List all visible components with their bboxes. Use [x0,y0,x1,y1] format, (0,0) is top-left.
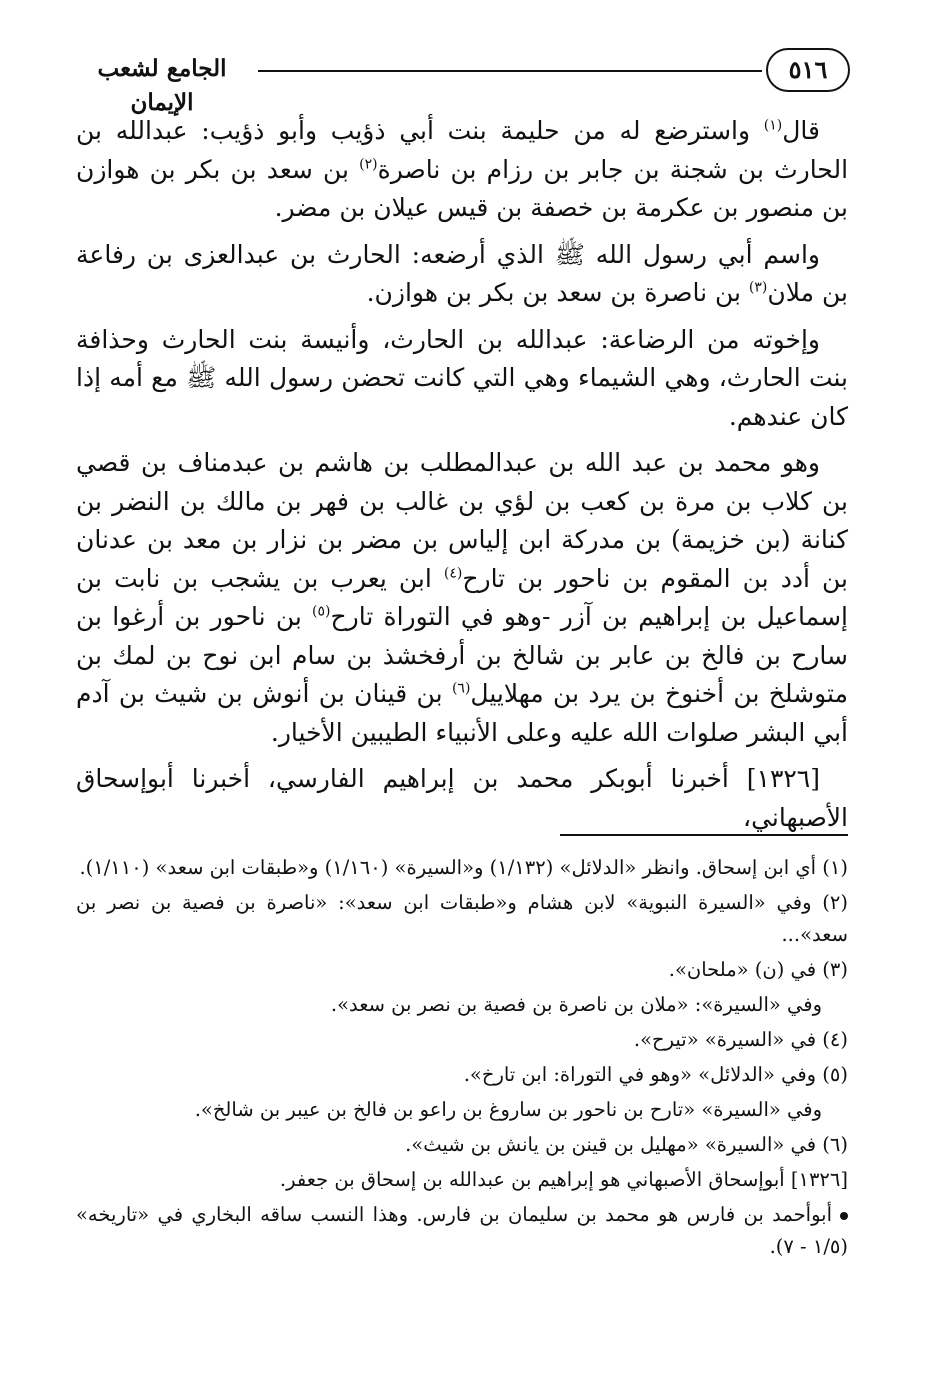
text-run: واسم أبي رسول الله ﷺ الذي أرضعه: الحارث بن عبدالعزى بن رفاعة بن ملان [76,239,848,307]
footnote-3-continued: وفي «السيرة»: «ملان بن ناصرة بن فصية بن نصر بن سعد». [330,993,822,1016]
page-header [70,44,850,116]
footnote-1: (١) أي ابن إسحاق. وانظر «الدلائل» (١/١٣٢) و«السيرة» (١/١٦٠) و«طبقات ابن سعد» (١/١١٠). [79,856,848,879]
text-run: ابن يعرب بن يشجب بن نابت بن إسماعيل بن إبراهيم بن آزر -وهو في التوراة تارح [76,563,849,631]
header-rule [258,70,762,72]
paragraph-3: وإخوته من الرضاعة: عبدالله بن الحارث، وأنيسة بنت الحارث وحذافة بنت الحارث، وهي الشيماء وهي التي كانت تحضن رسول الله ﷺ مع أمه إذا كان عندهم. [76,324,848,431]
text-run: بن قينان بن أنوش بن شيث بن آدم أبي البشر صلوات الله عليه وعلى الأنبياء الطيبين الأخيار. [76,679,848,747]
footnote-ref: (٤) [443,565,463,582]
footnote-4: (٤) في «السيرة» «تيرح». [633,1028,848,1051]
text-run: بن ناحور بن أرغوا بن سارح بن فالخ بن عابر بن شالخ بن أرفخشذ بن سام ابن نوح بن لمك بن متوشلخ بن أخنوخ بن يرد بن مهلاييل [76,602,848,708]
text-run: بن سعد بن بكر بن هوازن بن منصور بن عكرمة بن خصفة بن قيس عيلان بن مضر. [76,154,848,222]
footnote-ref: (٥) [312,603,331,620]
bullet-icon [840,1212,848,1220]
footnote-ref: (٢) [359,156,378,173]
running-title: الجامع لشعب الإيمان [97,55,227,116]
footnote-ref: (٦) [451,680,471,697]
footnote-6: (٦) في «السيرة» «مهليل بن قينن بن يانش بن شيث». [405,1133,848,1156]
footnote-5: (٥) وفي «الدلائل» «وهو في التوراة: ابن تارخ». [463,1063,848,1086]
paragraph-1 [76,112,848,228]
footnote-1326: [١٣٢٦] أبوإسحاق الأصبهاني هو إبراهيم بن عبدالله بن إسحاق بن جعفر. [279,1168,848,1191]
footnote-ref: (١) [763,117,783,134]
footnote-ref: (٣) [748,279,768,296]
footnote-separator [560,834,848,836]
footnotes [76,852,848,1266]
text-run: بن ناصرة بن سعد بن بكر بن هوازن. [366,278,749,307]
text-run: قال [782,116,820,145]
main-text [76,112,848,837]
page-number: ٥١٦ [766,48,850,92]
text-run: أبوأحمد بن فارس هو محمد بن سليمان بن فارس. وهذا النسب ساقه البخاري في «تاريخه» (١/٥ - ٧). [76,1203,848,1258]
footnote-bullet-note [76,1199,848,1263]
footnote-3: (٣) في (ن) «ملحان». [668,958,848,981]
text-run: وهو محمد بن عبد الله بن عبدالمطلب بن هاشم بن عبدمناف بن قصي بن كلاب بن مرة بن كعب بن لؤي بن غالب بن فهر بن مالك بن النضر بن كنانة (بن خزيمة) بن مدركة ابن إلياس بن مضر بن نزار بن معد بن عدنان بن أدد بن المقوم بن ناحور بن تارح [76,448,848,593]
paragraph-5: [١٣٢٦] أخبرنا أبوبكر محمد بن إبراهيم الفارسي، أخبرنا أبوإسحاق الأصبهاني، [76,764,848,832]
footnote-2: (٢) وفي «السيرة النبوية» لابن هشام و«طبقات ابن سعد»: «ناصرة بن فصية بن نصر بن سعد»... [76,891,848,946]
paragraph-2 [76,236,848,313]
text-run: واسترضع له من حليمة بنت أبي ذؤيب وأبو ذؤيب: عبدالله بن الحارث بن شجنة بن جابر بن رزام بن ناصرة [76,116,849,184]
paragraph-4 [76,444,848,752]
footnote-5-continued: وفي «السيرة» «تارح بن ناحور بن ساروغ بن راعو بن فالخ بن عيبر بن شالخ». [194,1098,822,1121]
